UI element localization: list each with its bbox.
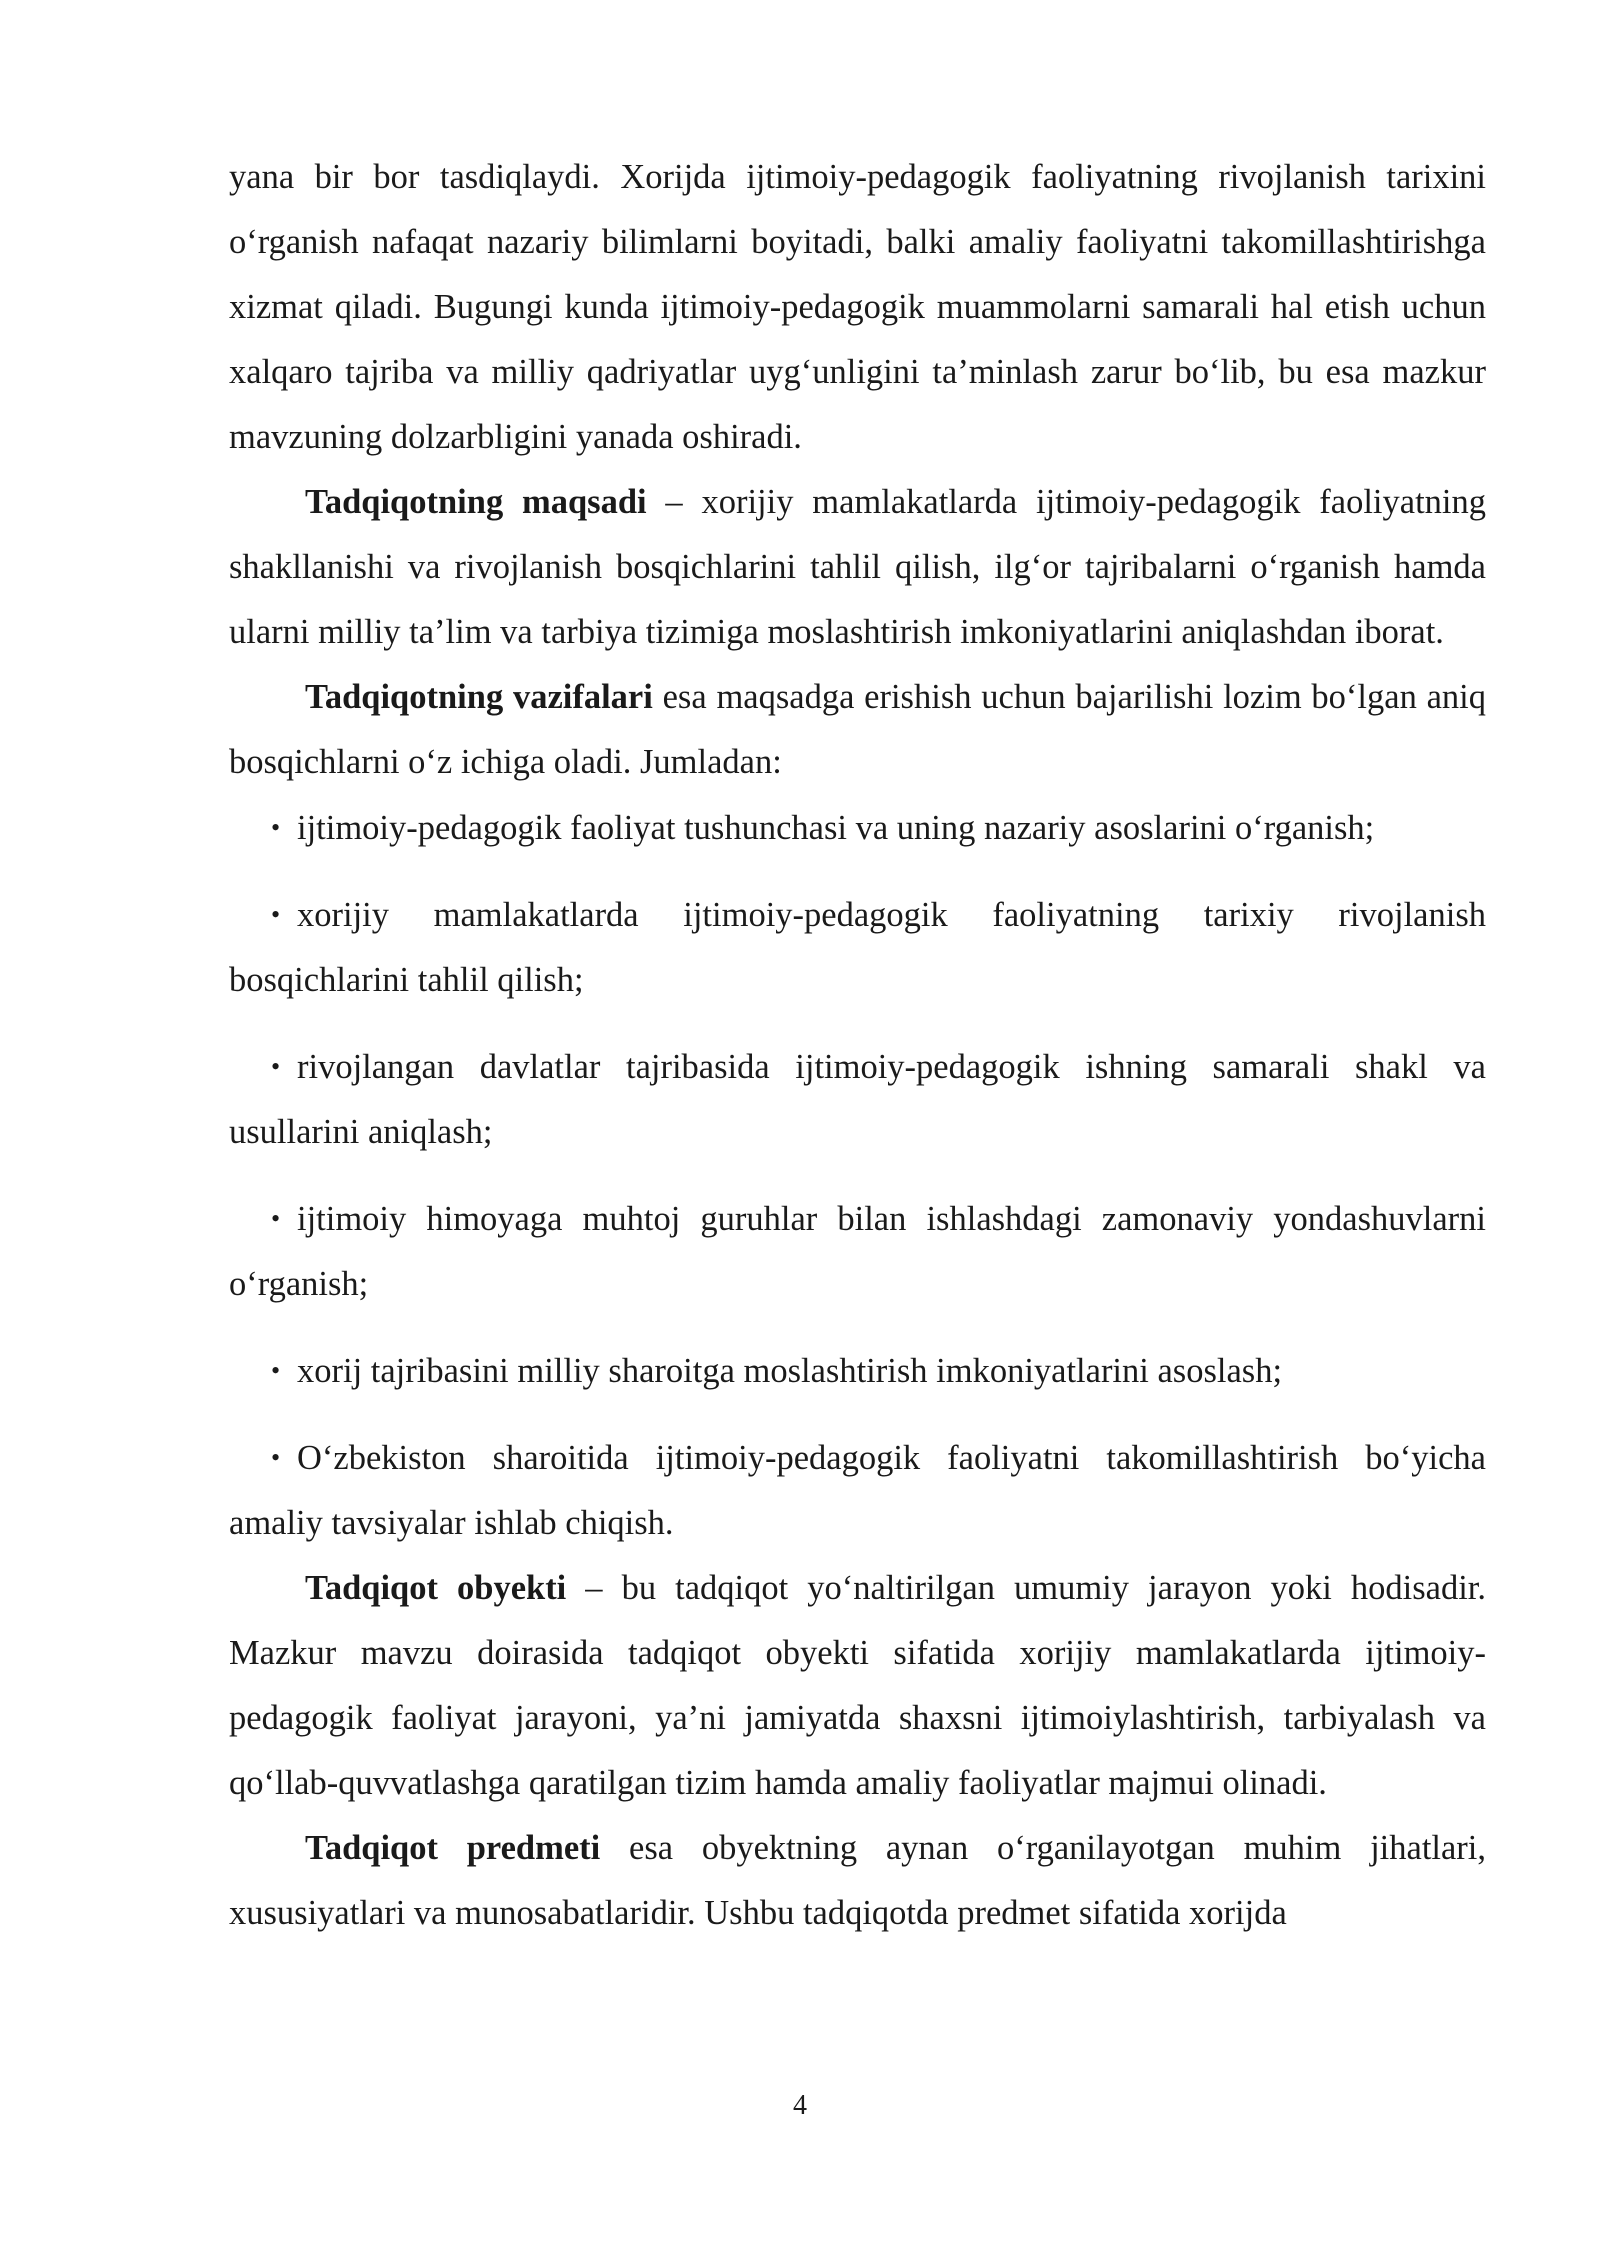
list-item-text: rivojlangan davlatlar tajribasida ijtimoiy-pedagogik ishning samarali shakl va usullarini aniqlash; [229,1048,1486,1151]
list-item [229,1425,1486,1556]
bullet-icon: • [271,1204,281,1233]
research-tasks-text: esa maqsadga erishish uchun bajarilishi lozim bo‘lgan aniq bosqichlarni o‘z ichiga oladi. Jumladan: [229,678,1486,781]
bullet-icon: • [271,1052,281,1081]
list-item-text: xorijiy mamlakatlarda ijtimoiy-pedagogik faoliyatning tarixiy rivojlanish bosqichlarini tahlil qilish; [229,896,1486,999]
bullet-icon: • [271,900,281,929]
bullet-icon: • [271,1443,281,1472]
bullet-icon: • [271,1356,281,1385]
research-subject-text: esa obyektning aynan o‘rganilayotgan muhim jihatlari, xususiyatlari va munosabatlaridir. Ushbu tadqiqotda predmet sifatida xorijda [229,1829,1487,1932]
paragraph-research-object [229,1556,1486,1816]
list-item [229,795,1486,861]
list-item-text: xorij tajribasini milliy sharoitga moslashtirish imkoniyatlarini asoslash; [297,1352,1283,1390]
list-item [229,1034,1486,1165]
list-item [229,1338,1486,1404]
research-object-text: – bu tadqiqot yo‘naltirilgan umumiy jarayon yoki hodisadir. Mazkur mavzu doirasida tadqiqot obyekti sifatida xorijiy mamlakatlarda ijtimoiy-pedagogik faoliyat jarayoni, ya’ni jamiyatda shaxsni ijtimoiylashtirish, tarbiyalash va qo‘llab-quvvatlashga qaratilgan tizim hamda amaliy faoliyatlar majmui olinadi. [229,1569,1486,1802]
list-item [229,882,1486,1013]
list-item-text: O‘zbekiston sharoitida ijtimoiy-pedagogik faoliyatni takomillashtirish bo‘yicha amaliy tavsiyalar ishlab chiqish. [229,1439,1486,1542]
research-tasks-heading: Tadqiqotning vazifalari [305,678,653,716]
list-item [229,1186,1486,1317]
paragraph-research-goal [229,470,1486,665]
research-object-heading: Tadqiqot obyekti [305,1569,567,1607]
research-goal-text: – xorijiy mamlakatlarda ijtimoiy-pedagogik faoliyatning shakllanishi va rivojlanish bosqichlarini tahlil qilish, ilg‘or tajribalarni o‘rganish hamda ularni milliy ta’lim va tarbiya tizimiga moslashtirish imkoniyatlarini aniqlashdan iborat. [229,483,1486,651]
research-goal-heading: Tadqiqotning maqsadi [305,483,647,521]
task-list [229,795,1486,1556]
paragraph-research-tasks [229,665,1486,795]
page-number: 4 [793,2090,807,2121]
bullet-icon: • [271,813,281,842]
page-body [229,145,1486,1946]
paragraph-intro [229,145,1486,470]
research-subject-heading: Tadqiqot predmeti [305,1829,601,1867]
list-item-text: ijtimoiy-pedagogik faoliyat tushunchasi va uning nazariy asoslarini o‘rganish; [297,809,1375,847]
paragraph-intro-text: yana bir bor tasdiqlaydi. Xorijda ijtimoiy-pedagogik faoliyatning rivojlanish tarixini o‘rganish nafaqat nazariy bilimlarni boyitadi, balki amaliy faoliyatni takomillashtirishga xizmat qiladi. Bugungi kunda ijtimoiy-pedagogik muammolarni samarali hal etish uchun xalqaro tajriba va milliy qadriyatlar uyg‘unligini ta’minlash zarur bo‘lib, bu esa mazkur mavzuning dolzarbligini yanada oshiradi. [229,158,1486,456]
paragraph-research-subject [229,1816,1486,1946]
list-item-text: ijtimoiy himoyaga muhtoj guruhlar bilan ishlashdagi zamonaviy yondashuvlarni o‘rganish; [229,1200,1486,1303]
